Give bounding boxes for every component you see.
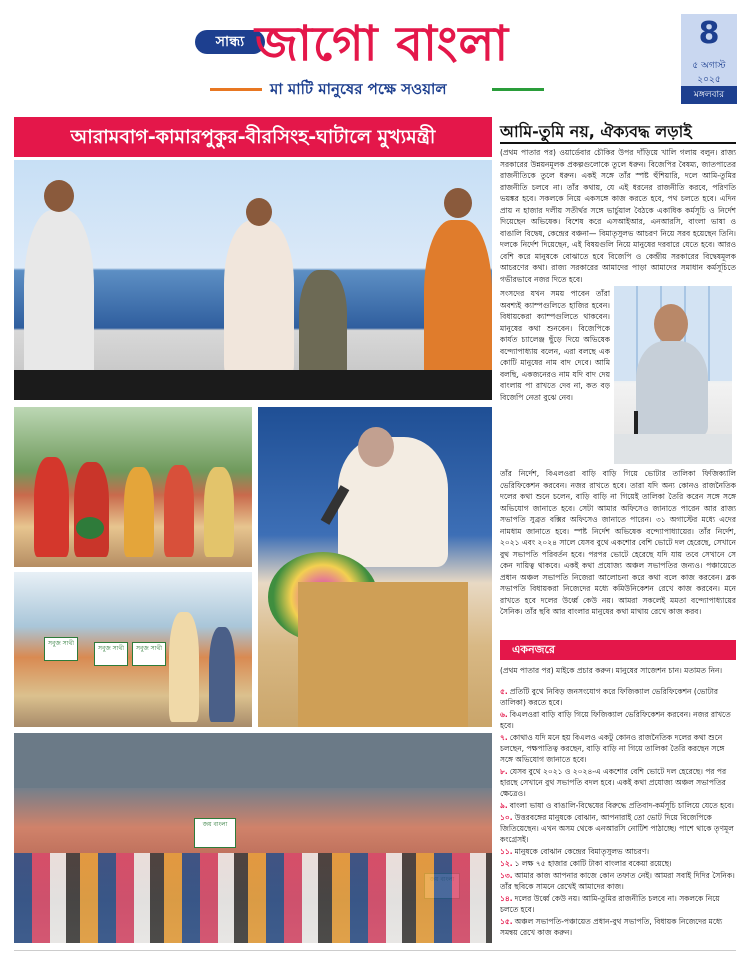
photo-portrait bbox=[614, 286, 732, 464]
glance-item bbox=[500, 800, 736, 811]
glance-item-number: ৭. bbox=[500, 733, 508, 742]
article-paragraph-3: তাঁর নির্দেশ, বিএলওরা বাড়ি বাড়ি গিয়ে ভোটার তালিকা ফিজিক্যালি ভেরিফিকেশন করবেন। নজর রাখতে হবে। তারা যদি অন্য কোনও রাজনৈতিক দলের কথা শুনে চলেন, বাড়ি বাড়ি না গিয়েই তালিকা তৈরি করেন সঙ্গে সঙ্গে অভিযোগ জানাতে হবে। সেটা আমার অফিসেও জানাতে পারেন আর রাজ্য সভাপতি সুব্রত বক্সির অফিসেও জানাতে পারেন। ৩১ অগাস্টের মধ্যে এদের নামধাম জানাতে হবে। স্পষ্ট নির্দেশ অভিষেক বন্দ্যোপাধ্যায়ের। তাঁর নির্দেশ, ২০২১ এবং ২০২৪ সালে যেসব বুথে একশোর বেশি ভোটে দল হেরেছে, সেখানে বুথ সভাপতি পরিবর্তন হবে। পরপর ভোটে হেরেছে যদি যায় তবে সেখানে সে কেন দায়িত্ব থাকবে। একই কথা প্রযোজ্য অঞ্চল সভাপতির জন্যও। পঞ্চায়েতে প্রধান অঞ্চল সভাপতি নিজেরা আলোচনা করে কথা বলে কাজ করবেন। ব্লক সভাপতি বিধায়করা নিজেদের মধ্যে কমিউনিকেশন রেখে কাজ করবেন। মনে রাখতে হবে দলের উর্ধ্বে কেউ নয়। আমরা সকলেই মমতা বন্দ্যোপাধ্যায়ের সৈনিক। তাঁর ছবি আর বাংলার মানুষের কথা মাথায় রেখে কাজ করব। bbox=[500, 469, 736, 616]
placard: সবুজ সাথী bbox=[94, 642, 128, 666]
dancer-figure bbox=[34, 457, 69, 557]
glance-item-text: অঞ্চল সভাপতি-পঞ্চায়েত প্রধান-বুথ সভাপতি, বিধায়ক নিজেদের মধ্যে সমন্বয় রেখে কাজ করুন। bbox=[500, 917, 723, 937]
article-paragraph-1: (প্রথম পাতার পর) ওয়ার্ডেবার চৌকির উপর দাঁড়িয়ে খালি গলায় বলুন। রাজ্য সরকারের উন্নয়নমূলক প্রকল্পগুলোকে তুলে ধরুন। বিজেপির বৈষম্য, জাতপাতের রাজনীতিকে তুলে ধরুন। একই সঙ্গে তাঁর স্পষ্ট হুঁশিয়ারি, দলে আমি-তুমির রাজনীতি চলবে না। তাঁর কথায়, যে এই ধরনের রাজনীতি করবে, পরিণতি ভয়ঙ্কর হবে। সকলকে নিয়ে একসঙ্গে কাজ করতে হবে, পথ চলতে হবে। এদিন প্রায় ন হাজার দলীয় সতীর্থর সঙ্গে ভার্চুয়াল বৈঠকে একাধিক কর্মসূচি ও নির্দেশ দিয়েছেন অভিষেক। বিশেষ করে এসআইআর, এনআরসি, বাংলা ভাষা ও বাঙালি বিদ্বেষ, কেন্দ্রের বঞ্চনা— বিমাতৃসুলভ আচরণ নিয়ে সরব হয়েছেন তিনি। দলকে নির্দেশ দিয়েছেন, এই বিষয়গুলি নিয়ে মানুষের দরবারে যেতে হবে। আরও বেশি করে মানুষকে বোঝাতে হবে বিজেপি ও কেন্দ্রীয় সরকারের বিদ্বেষমূলক আচরণের কথা। রাজ্য সরকারের আমাদের পাড়া আমাদের সমাধান কর্মসূচিতে গভীরভাবে নজর দিতে হবে। bbox=[500, 148, 736, 284]
date-weekday: মঙ্গলবার bbox=[681, 86, 737, 104]
glance-item bbox=[500, 709, 736, 731]
glance-item bbox=[500, 686, 736, 708]
speaker-figure bbox=[224, 220, 294, 380]
glance-item-text: প্রতিটি বুথে নিবিড় জনসংযোগ করে ফিজিক্যাল ভেরিফিকেশন (ভোটার তালিকা) করতে হবে। bbox=[500, 687, 719, 707]
glance-item-text: যেসব বুথে ২০২১ ও ২০২৪-এ একশোর বেশি ভোটে দল হেরেছে। পর পর হারছে সেখানে বুথ সভাপতি বদল হবে। একই কথা প্রযোজ্য অঞ্চল সভাপতির ক্ষেত্রেও। bbox=[500, 767, 727, 798]
page-number: 8 bbox=[698, 16, 720, 51]
glance-item bbox=[500, 732, 736, 765]
date-day-month: ৫ অগাস্ট bbox=[692, 61, 726, 71]
crowd bbox=[14, 853, 492, 943]
glance-item-number: ১০. bbox=[500, 813, 513, 822]
main-headline: আরামবাগ-কামারপুকুর-বীরসিংহ-ঘাটালে মুখ্যমন্ত্রী bbox=[14, 117, 492, 157]
woman-figure bbox=[124, 467, 154, 557]
tagline-rule-left bbox=[210, 88, 262, 91]
speaker-figure bbox=[338, 437, 448, 567]
glance-item-number: ১৫. bbox=[500, 917, 513, 926]
glance-item bbox=[500, 893, 736, 915]
photo-stage-event bbox=[14, 160, 492, 400]
glance-item-text: উত্তরবঙ্গের মানুষকে বোঝান, আপনারাই তো ভোট দিয়ে বিজেপিকে জিতিয়েছেন। এখন অসম থেকে এনআরসি নোটিশ পাঠাচ্ছে। পাশে থাকে তৃণমূল কংগ্রেসই। bbox=[500, 813, 734, 844]
podium bbox=[298, 582, 468, 727]
shop-awnings bbox=[14, 733, 492, 788]
glance-item bbox=[500, 766, 736, 799]
date-year: ২০২৫ bbox=[697, 75, 721, 85]
man-figure bbox=[209, 627, 235, 722]
masthead-prefix: সান্ধ্য bbox=[195, 30, 265, 54]
glance-item bbox=[500, 812, 736, 845]
speaker-head bbox=[358, 427, 394, 467]
speaker-head bbox=[246, 198, 272, 226]
glance-item-number: ৮. bbox=[500, 767, 508, 776]
glance-item-text: ১ লক্ষ ৭৫ হাজার কোটি টাকা বাংলার বকেয়া রয়েছে। bbox=[514, 859, 672, 868]
placard: সবুজ সাথী bbox=[44, 637, 78, 661]
date-box bbox=[681, 14, 737, 104]
masthead bbox=[0, 0, 750, 112]
article-paragraph-2: সংসদের যখন সময় পাবেন তাঁরা অবশ্যই ক্যাম্পগুলিতে হাজির হবেন। বিধায়কেরা ক্যাম্পগুলিতে থাকবেন। মানুষের কথা শুনবেন। বিজেপিকে কার্যত চ্যালেঞ্জ ছুঁড়ে দিয়ে অভিষেক বন্দ্যোপাধ্যায় বলেন, এরা বলছে এক কোটি মানুষের নাম বাদ দেবে। আমি বলছি, একজনেরও নাম যদি বাদ দেয় বাংলায় পা রাখতে দেব না, কত বড় বিজেপি নেতা বুঝে নেব। bbox=[500, 289, 610, 402]
headline-divider bbox=[500, 142, 736, 144]
dancer-figure bbox=[74, 462, 109, 557]
glance-item bbox=[500, 858, 736, 869]
glance-item-number: ১১. bbox=[500, 847, 513, 856]
photo-crowd-gathering bbox=[14, 733, 492, 943]
tagline: মা মাটি মানুষের পক্ষে সওয়াল bbox=[270, 80, 447, 98]
drum-icon bbox=[76, 517, 104, 539]
stage-floor bbox=[14, 370, 492, 400]
glance-item-text: বিএলওরা বাড়ি বাড়ি গিয়ে ফিজিক্যাল ভেরিফিকেশন করবেন। নজর রাখতে হবে। bbox=[500, 710, 731, 730]
at-a-glance-list bbox=[500, 686, 736, 948]
page-bottom-rule bbox=[14, 950, 736, 951]
glance-item-number: ৫. bbox=[500, 687, 508, 696]
placard: জয় বাংলা bbox=[194, 818, 236, 848]
glance-item-text: বাংলা ভাষা ও বাঙালি-বিদ্বেষের বিরুদ্ধে প্রতিবাদ-কর্মসূচি চালিয়ে যেতে হবে। bbox=[509, 801, 734, 810]
placard: সবুজ সাথী bbox=[132, 642, 166, 666]
guard-figure bbox=[299, 270, 347, 380]
glance-item bbox=[500, 916, 736, 938]
person-left-head bbox=[44, 180, 74, 212]
person-figure bbox=[636, 341, 708, 436]
at-a-glance-header: একনজরে bbox=[500, 640, 736, 660]
glance-item bbox=[500, 870, 736, 892]
woman-figure bbox=[204, 467, 234, 557]
glance-item-number: ১২. bbox=[500, 859, 513, 868]
photo-podium-speech bbox=[258, 407, 492, 727]
monk-head bbox=[444, 188, 472, 218]
newspaper-title: জাগো বাংলা bbox=[255, 16, 510, 72]
glance-item bbox=[500, 846, 736, 857]
desk bbox=[614, 434, 732, 464]
glance-item-text: কোথাও যদি মনে হয় বিএলও একটু কোনও রাজনৈতিক দলের কথা শুনে চলছেন, পক্ষপাতিত্ব করছেন, বাড়ি বাড়ি না গিয়ে তালিকা তৈরি করছেন সঙ্গে সঙ্গে অভিযোগ জানাতে হবে। bbox=[500, 733, 725, 764]
glance-item-text: আমার কাজ আপনার কাজে কোন তফাত নেই। আমরা সবাই দিদির সৈনিক। তাঁর ছবিকে সামনে রেখেই আমাদের কাজ। bbox=[500, 871, 735, 891]
glance-item-number: ১৩. bbox=[500, 871, 513, 880]
photo-sabuj-sathi bbox=[14, 572, 252, 727]
glance-item-number: ১৪. bbox=[500, 894, 513, 903]
glance-item-number: ৯. bbox=[500, 801, 508, 810]
tagline-rule-right bbox=[492, 88, 544, 91]
glance-item-number: ৬. bbox=[500, 710, 508, 719]
at-a-glance-intro: (প্রথম পাতার পর) মাইকে প্রচার করুন। মানুষের সাজেশন চান। মতামত নিন। bbox=[500, 666, 723, 675]
glance-item-text: দলের উর্ধ্বে কেউ নয়। আমি-তুমির রাজনীতি চলবে না। সকলকে নিয়ে চলতে হবে। bbox=[500, 894, 720, 914]
glance-item-text: মানুষকে বোঝান কেন্দ্রের বিমাতৃসুলভ আচরণ। bbox=[514, 847, 650, 856]
woman-figure bbox=[164, 465, 194, 557]
man-figure bbox=[169, 612, 199, 722]
article-headline: আমি-তুমি নয়, ঐক্যবদ্ধ লড়াই bbox=[500, 122, 692, 141]
person-head bbox=[654, 304, 688, 344]
photo-folk-welcome bbox=[14, 407, 252, 567]
